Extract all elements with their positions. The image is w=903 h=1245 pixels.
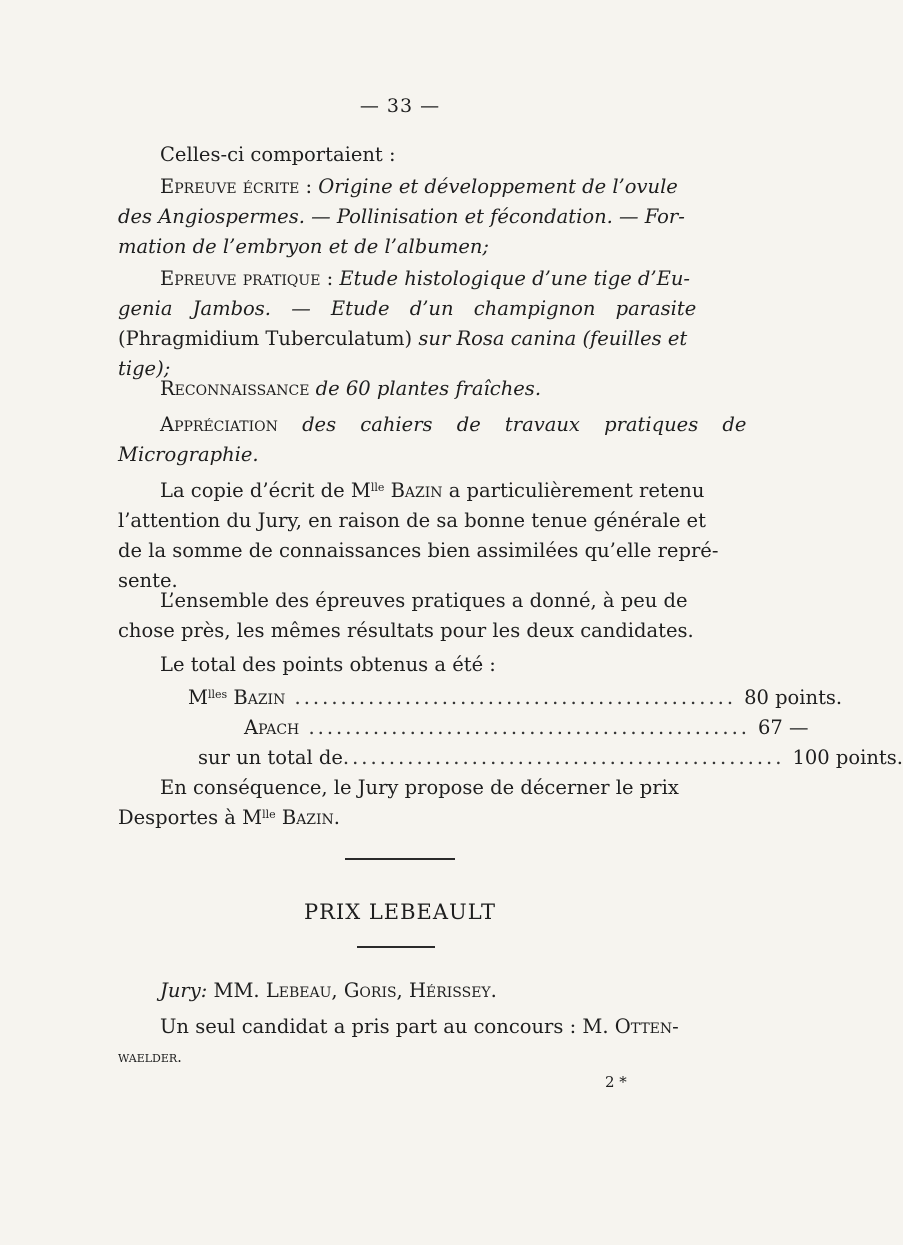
signature-mark: 2 * <box>605 1073 627 1091</box>
score-row <box>188 743 903 773</box>
epreuve-pratique-line3-plain: (Phragmidium Tuberculatum) <box>118 327 413 350</box>
appreciation-label: Appréciation <box>160 413 278 436</box>
epreuve-pratique-line1: Etude histologique d’une tige d’Eu- <box>339 267 690 290</box>
scores-table <box>188 683 903 773</box>
jury-mm: MM. <box>213 979 260 1002</box>
appreciation-line2: Micrographie. <box>118 443 259 466</box>
epreuve-ecrite-line2: des Angiospermes. — Pollinisation et fécondation. — For- <box>118 205 685 228</box>
leader-dots: ................................................ <box>299 716 750 739</box>
conclusion <box>118 773 686 833</box>
candidate-line1: Un seul candidat a pris part au concours : M. <box>160 1015 609 1038</box>
score-name: Apach <box>244 716 300 739</box>
epreuve-pratique-label: Epreuve pratique <box>160 267 321 290</box>
score-prefix-sup: lles <box>207 688 228 701</box>
score-row <box>188 683 843 713</box>
conclusion-line1: En conséquence, le Jury propose de décerner le prix <box>160 776 679 799</box>
jury-line <box>118 976 686 1006</box>
epreuve-pratique-line4: tige); <box>118 357 171 380</box>
leader-dots: ................................................ <box>285 686 737 709</box>
epreuve-pratique-line2: genia Jambos. — Etude d’un champignon parasite <box>118 297 697 320</box>
conclusion-line2-sup: lle <box>262 808 276 821</box>
reconnaissance-label: Reconnaissance <box>160 377 310 400</box>
conclusion-line2-a: Desportes à M <box>118 806 263 829</box>
copie-line1-a: La copie d’écrit de M <box>160 479 371 502</box>
copie-line1-sup: lle <box>370 481 385 494</box>
reconnaissance-block <box>118 374 686 404</box>
epreuve-ecrite-line1: Origine et développement de l’ovule <box>318 175 678 198</box>
score-row <box>188 713 809 743</box>
score-name: sur un total de <box>198 746 343 769</box>
paragraph-ensemble <box>118 586 694 646</box>
copie-line2: l’attention du Jury, en raison de sa bonne tenue générale et <box>118 509 706 532</box>
copie-line3: de la somme de connaissances bien assimilées qu’elle repré- <box>118 539 719 562</box>
intro-line <box>118 140 686 170</box>
score-value: 67 — <box>757 716 809 739</box>
epreuve-pratique-block: Epreuve pratique : Etude histologique d’une tige d’Eu- genia Jambos. — Etude d’un champignon parasite (Phragmidium Tuberculatum) sur Rosa canina (feuilles et tige); <box>118 264 686 384</box>
epreuve-ecrite-label: Epreuve écrite <box>160 175 300 198</box>
copie-line4: sente. <box>118 569 178 592</box>
appreciation-block <box>118 410 747 470</box>
ensemble-line1: L’ensemble des épreuves pratiques a donné, à peu de <box>160 589 688 612</box>
copie-line1-b: a particulièrement retenu <box>448 479 705 502</box>
total-intro <box>118 650 686 680</box>
jury-label: Jury: <box>160 979 208 1002</box>
score-value: 80 points. <box>744 686 843 709</box>
conclusion-line2-name: Bazin. <box>281 806 341 829</box>
intro-text: Celles-ci comportaient : <box>160 143 396 166</box>
score-prefix: M <box>188 686 208 709</box>
epreuve-ecrite-line3: mation de l’embryon et de l’albumen; <box>118 235 489 258</box>
jury-name: Lebeau, <box>265 979 338 1002</box>
jury-name: Hérissey. <box>408 979 497 1002</box>
candidate-name-part2: waelder. <box>118 1048 182 1066</box>
appreciation-line1: des cahiers de travaux pratiques de <box>302 413 747 436</box>
epreuve-pratique-line3-italic: sur Rosa canina (feuilles et <box>418 327 688 350</box>
score-name: Bazin <box>233 686 286 709</box>
leader-dots: ................................................ <box>342 746 785 769</box>
jury-name: Goris, <box>343 979 403 1002</box>
candidate-paragraph <box>118 1012 686 1072</box>
page-number: — 33 — <box>359 95 441 117</box>
candidate-name-part1: Otten- <box>614 1015 679 1038</box>
section-divider-top <box>345 858 455 860</box>
score-value: 100 points. <box>792 746 903 769</box>
section-divider-bottom <box>357 946 435 948</box>
total-intro-text: Le total des points obtenus a été : <box>160 653 496 676</box>
copie-line1-name: Bazin <box>390 479 443 502</box>
paragraph-copie <box>118 476 719 596</box>
section-heading: PRIX LEBEAULT <box>303 900 496 924</box>
ensemble-line2: chose près, les mêmes résultats pour les deux candidates. <box>118 619 694 642</box>
epreuve-ecrite-block: Epreuve écrite : Origine et développement de l’ovule des Angiospermes. — Pollinisation et fécondation. — For- mation de l’embryon et de l’albumen; <box>118 172 686 262</box>
reconnaissance-text: de 60 plantes fraîches. <box>315 377 542 400</box>
